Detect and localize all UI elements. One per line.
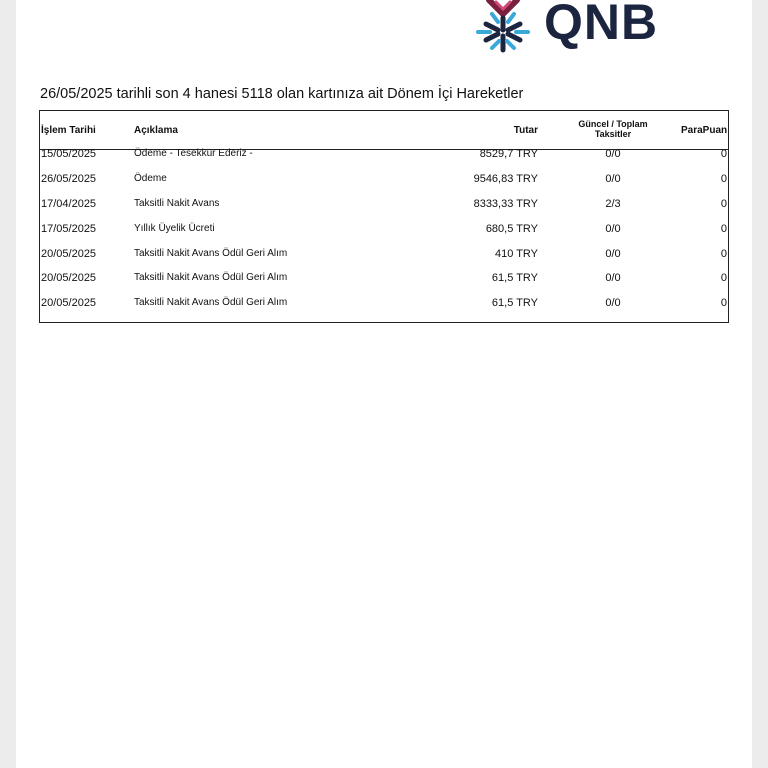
transactions-table [39,110,729,323]
row-amount: 61,5 TRY [491,297,538,309]
row-parapuan: 0 [720,173,727,185]
row-date: 20/05/2025 [41,297,97,309]
header-date: İşlem Tarihi [41,125,96,136]
qnb-logo-mark-icon [472,0,534,56]
row-date: 20/05/2025 [41,248,97,260]
row-description: Taksitli Nakit Avans [134,198,220,209]
header-installments: Güncel / Toplam Taksitler [578,119,648,139]
row-installments: 0/0 [605,248,621,260]
row-installments: 0/0 [605,223,621,235]
row-amount: 680,5 TRY [485,223,538,235]
table-row [40,173,728,197]
row-parapuan: 0 [720,272,727,284]
row-description: Taksitli Nakit Avans Ödül Geri Alım [134,297,288,308]
row-installments: 0/0 [605,297,621,309]
row-date: 17/05/2025 [41,223,97,235]
header-parapuan: ParaPuan [681,125,728,136]
row-date: 26/05/2025 [41,173,97,185]
row-date: 15/05/2025 [41,148,97,160]
row-parapuan: 0 [720,248,727,260]
row-parapuan: 0 [720,297,727,309]
row-description: Yıllık Üyelik Ücreti [134,223,215,234]
document-page [16,0,752,768]
row-amount: 8333,33 TRY [473,198,538,210]
row-amount: 8529,7 TRY [479,148,538,160]
row-installments: 2/3 [605,198,621,210]
row-parapuan: 0 [720,198,727,210]
row-amount: 61,5 TRY [491,272,538,284]
row-date: 20/05/2025 [41,272,97,284]
row-amount: 9546,83 TRY [473,173,538,185]
row-installments: 0/0 [605,148,621,160]
header-description: Açıklama [134,125,178,136]
table-header [40,111,728,150]
row-date: 17/04/2025 [41,198,97,210]
row-parapuan: 0 [720,148,727,160]
document-title: 26/05/2025 tarihli son 4 hanesi 5118 olan kartınıza ait Dönem İçi Hareketler [40,86,524,102]
table-row [40,223,728,247]
table-row [40,248,728,272]
table-row [40,198,728,222]
row-description: Ödeme - Tesekkür Ederiz - [134,148,253,159]
row-amount: 410 TRY [494,248,538,260]
row-parapuan: 0 [720,223,727,235]
table-row [40,297,728,321]
table-row [40,148,728,172]
row-description: Taksitli Nakit Avans Ödül Geri Alım [134,272,288,283]
header-amount: Tutar [513,125,538,136]
row-description: Taksitli Nakit Avans Ödül Geri Alım [134,248,288,259]
qnb-logo-text: QNB [544,0,659,50]
row-installments: 0/0 [605,173,621,185]
qnb-logo [462,0,682,56]
row-installments: 0/0 [605,272,621,284]
row-description: Ödeme [134,173,167,184]
table-row [40,272,728,296]
